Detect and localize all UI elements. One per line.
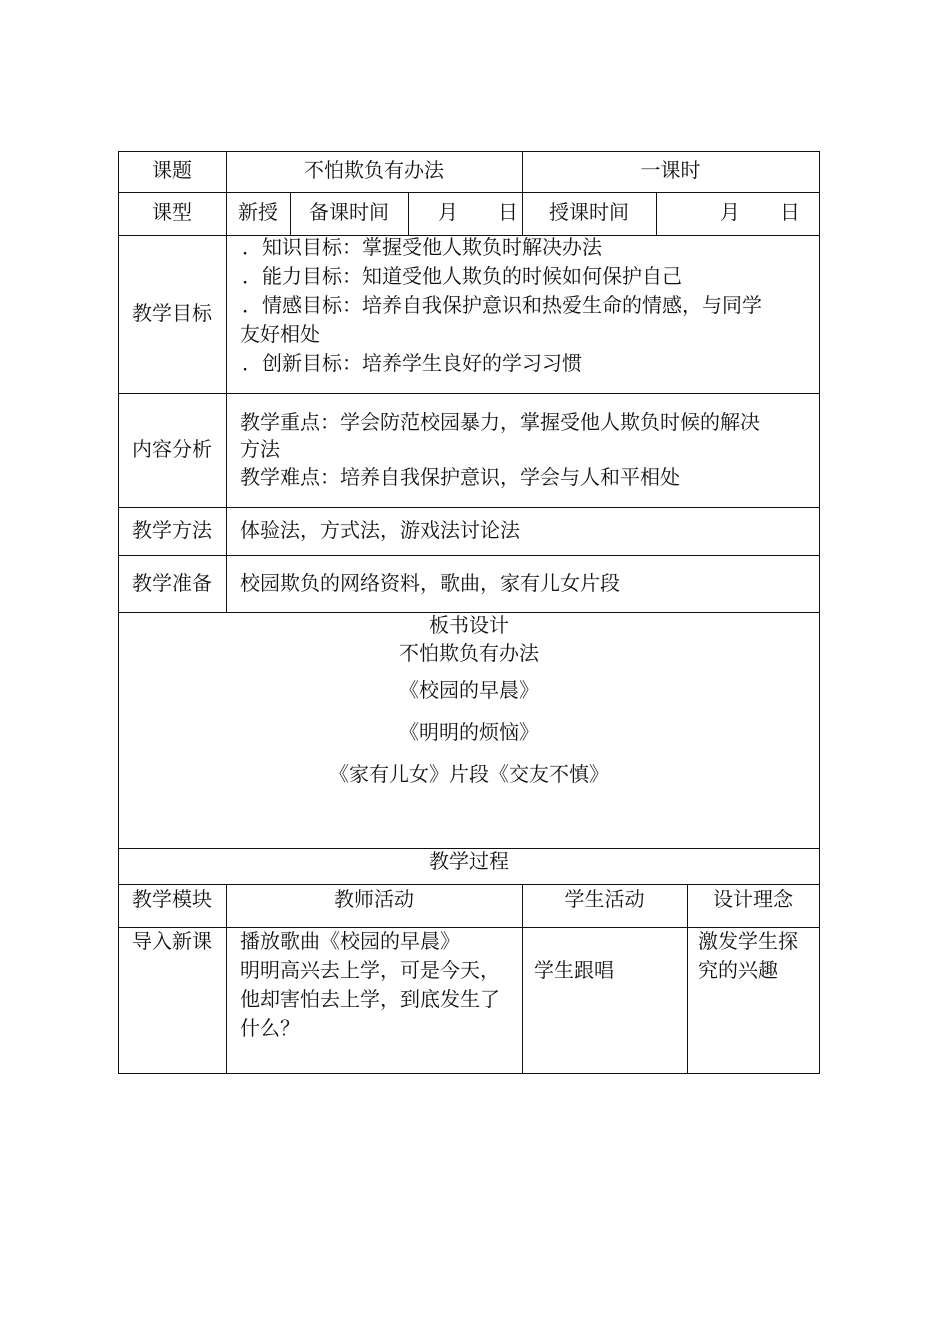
column-header: 设计理念 [713, 887, 793, 911]
process-module-cell: 导入新课 [132, 929, 212, 953]
column-header: 学生活动 [564, 887, 645, 911]
analysis-line: 教学重点：学会防范校园暴力，掌握受他人欺负时候的解决 [240, 410, 760, 434]
goal-line: ．能力目标：知道受他人欺负的时候如何保护自己 [242, 264, 682, 288]
board-design-item: 《家有儿女》片段《交友不慎》 [329, 762, 609, 786]
design-concept-line: 激发学生探 [698, 929, 798, 953]
board-design-heading: 板书设计 [429, 613, 509, 637]
label-teaching-goals: 教学目标 [132, 301, 212, 325]
column-header: 教学模块 [132, 887, 212, 911]
table-border [656, 192, 657, 236]
goal-line: 友好相处 [240, 322, 320, 346]
goal-line: ．创新目标：培养学生良好的学习习惯 [242, 351, 582, 375]
analysis-line: 教学难点：培养自我保护意识，学会与人和平相处 [240, 465, 680, 489]
label-topic: 课题 [152, 158, 192, 182]
table-border [118, 555, 820, 556]
teaching-methods-value: 体验法，方式法，游戏法讨论法 [240, 518, 520, 542]
periods-value: 一课时 [640, 158, 701, 182]
table-border [118, 507, 820, 508]
teaching-preparation-value: 校园欺负的网络资料，歌曲，家有儿女片段 [240, 571, 620, 595]
teacher-activity-line: 什么？ [240, 1016, 300, 1040]
goal-line: ．情感目标：培养自我保护意识和热爱生命的情感，与同学 [242, 293, 762, 317]
teaching-process-heading: 教学过程 [429, 849, 509, 873]
label-teach-time: 授课时间 [549, 200, 629, 224]
analysis-line: 方法 [240, 437, 280, 461]
table-border [408, 192, 409, 236]
label-lesson-type: 课型 [152, 200, 192, 224]
teach-date-value: 月 日 [720, 200, 800, 224]
design-concept-line: 究的兴趣 [698, 958, 778, 982]
teacher-activity-line: 他却害怕去上学，到底发生了 [240, 987, 500, 1011]
teacher-activity-line: 明明高兴去上学，可是今天， [240, 958, 500, 982]
board-design-item: 《校园的早晨》 [399, 678, 539, 702]
prep-date-value: 月 日 [438, 200, 518, 224]
table-border [118, 393, 820, 394]
teacher-activity-line: 播放歌曲《校园的早晨》 [240, 929, 460, 953]
table-border [118, 1073, 820, 1074]
label-content-analysis: 内容分析 [132, 437, 212, 461]
table-border [118, 151, 820, 152]
topic-value: 不怕欺负有办法 [304, 158, 444, 182]
lesson-type-value: 新授 [238, 200, 278, 224]
column-header: 教师活动 [334, 887, 414, 911]
student-activity-cell: 学生跟唱 [534, 958, 614, 982]
goal-line: ．知识目标：掌握受他人欺负时解决办法 [242, 235, 602, 259]
label-prep-time: 备课时间 [309, 200, 389, 224]
board-design-item: 《明明的烦恼》 [399, 720, 539, 744]
label-teaching-preparation: 教学准备 [132, 571, 212, 595]
label-teaching-methods: 教学方法 [132, 518, 212, 542]
board-design-title: 不怕欺负有办法 [399, 641, 539, 665]
table-border [118, 192, 820, 193]
